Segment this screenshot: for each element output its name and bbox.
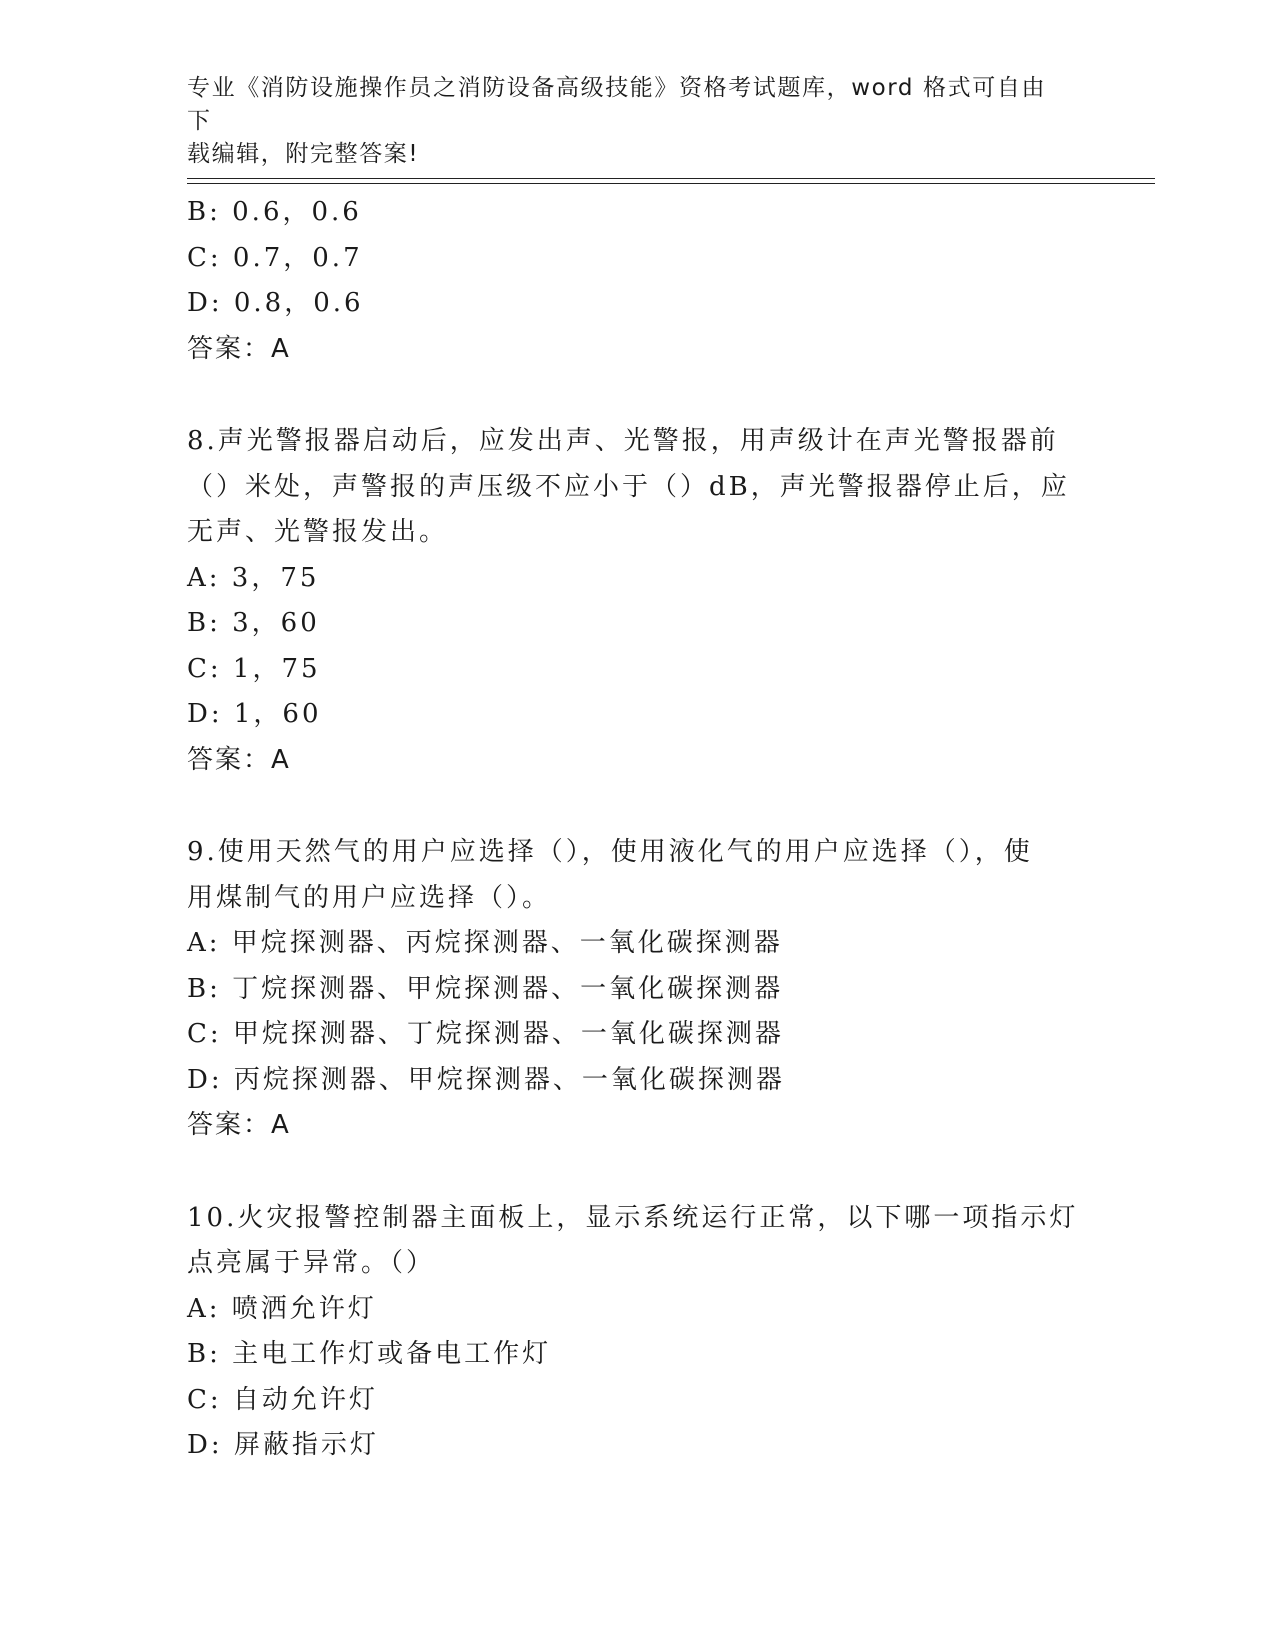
option-b: B: 丁烷探测器、甲烷探测器、一氧化碳探测器	[187, 973, 784, 1004]
option-a: A: 甲烷探测器、丙烷探测器、一氧化碳探测器	[187, 928, 783, 958]
option-a: A: 3，75	[187, 562, 320, 593]
spacer	[187, 1149, 1087, 1196]
answer-line: 答案：A	[187, 333, 291, 364]
option-b: B: 0.6，0.6	[187, 197, 362, 227]
option-d: D: 0.8，0.6	[187, 288, 364, 318]
question-text-line: （）米处，声警报的声压级不应小于（）dB，声光警报器停止后，应	[187, 471, 1070, 502]
option-d: D: 屏蔽指示灯	[187, 1430, 379, 1460]
option-d: D: 丙烷探测器、甲烷探测器、一氧化碳探测器	[187, 1064, 785, 1095]
header-line-2: 载编辑，附完整答案!	[187, 141, 420, 167]
document-header	[187, 72, 1067, 171]
option-c: C: 自动允许灯	[187, 1384, 378, 1415]
header-rule-bottom	[187, 183, 1155, 184]
question-9	[187, 830, 1087, 1149]
answer-line: 答案：A	[187, 1110, 291, 1140]
spacer	[187, 783, 1087, 830]
question-8	[187, 419, 1087, 783]
option-c: C: 甲烷探测器、丁烷探测器、一氧化碳探测器	[187, 1019, 784, 1049]
question-content	[187, 190, 1087, 1469]
question-text-line: 无声、光警报发出。	[187, 517, 449, 547]
option-a: A: 喷洒允许灯	[187, 1293, 377, 1324]
spacer	[187, 372, 1087, 419]
option-c: C: 0.7，0.7	[187, 242, 363, 273]
option-c: C: 1，75	[187, 653, 321, 684]
question-text-line: 点亮属于异常。（）	[187, 1248, 436, 1278]
option-b: B: 主电工作灯或备电工作灯	[187, 1339, 552, 1369]
question-10	[187, 1196, 1087, 1469]
header-line-1: 专业《消防设施操作员之消防设备高级技能》资格考试题库，word 格式可自由下	[187, 75, 1047, 134]
question-text-line: 用煤制气的用户应选择（）。	[187, 882, 552, 913]
header-rule-top	[187, 178, 1155, 179]
question-text-line: 9.使用天然气的用户应选择（），使用液化气的用户应选择（），使	[187, 837, 1033, 867]
option-b: B: 3，60	[187, 608, 320, 638]
question-7-partial	[187, 190, 1087, 372]
question-text-line: 8.声光警报器启动后，应发出声、光警报，用声级计在声光警报器前	[187, 426, 1059, 456]
option-d: D: 1，60	[187, 699, 322, 729]
question-text-line: 10.火灾报警控制器主面板上，显示系统运行正常，以下哪一项指示灯	[187, 1202, 1079, 1233]
answer-line: 答案：A	[187, 744, 291, 775]
